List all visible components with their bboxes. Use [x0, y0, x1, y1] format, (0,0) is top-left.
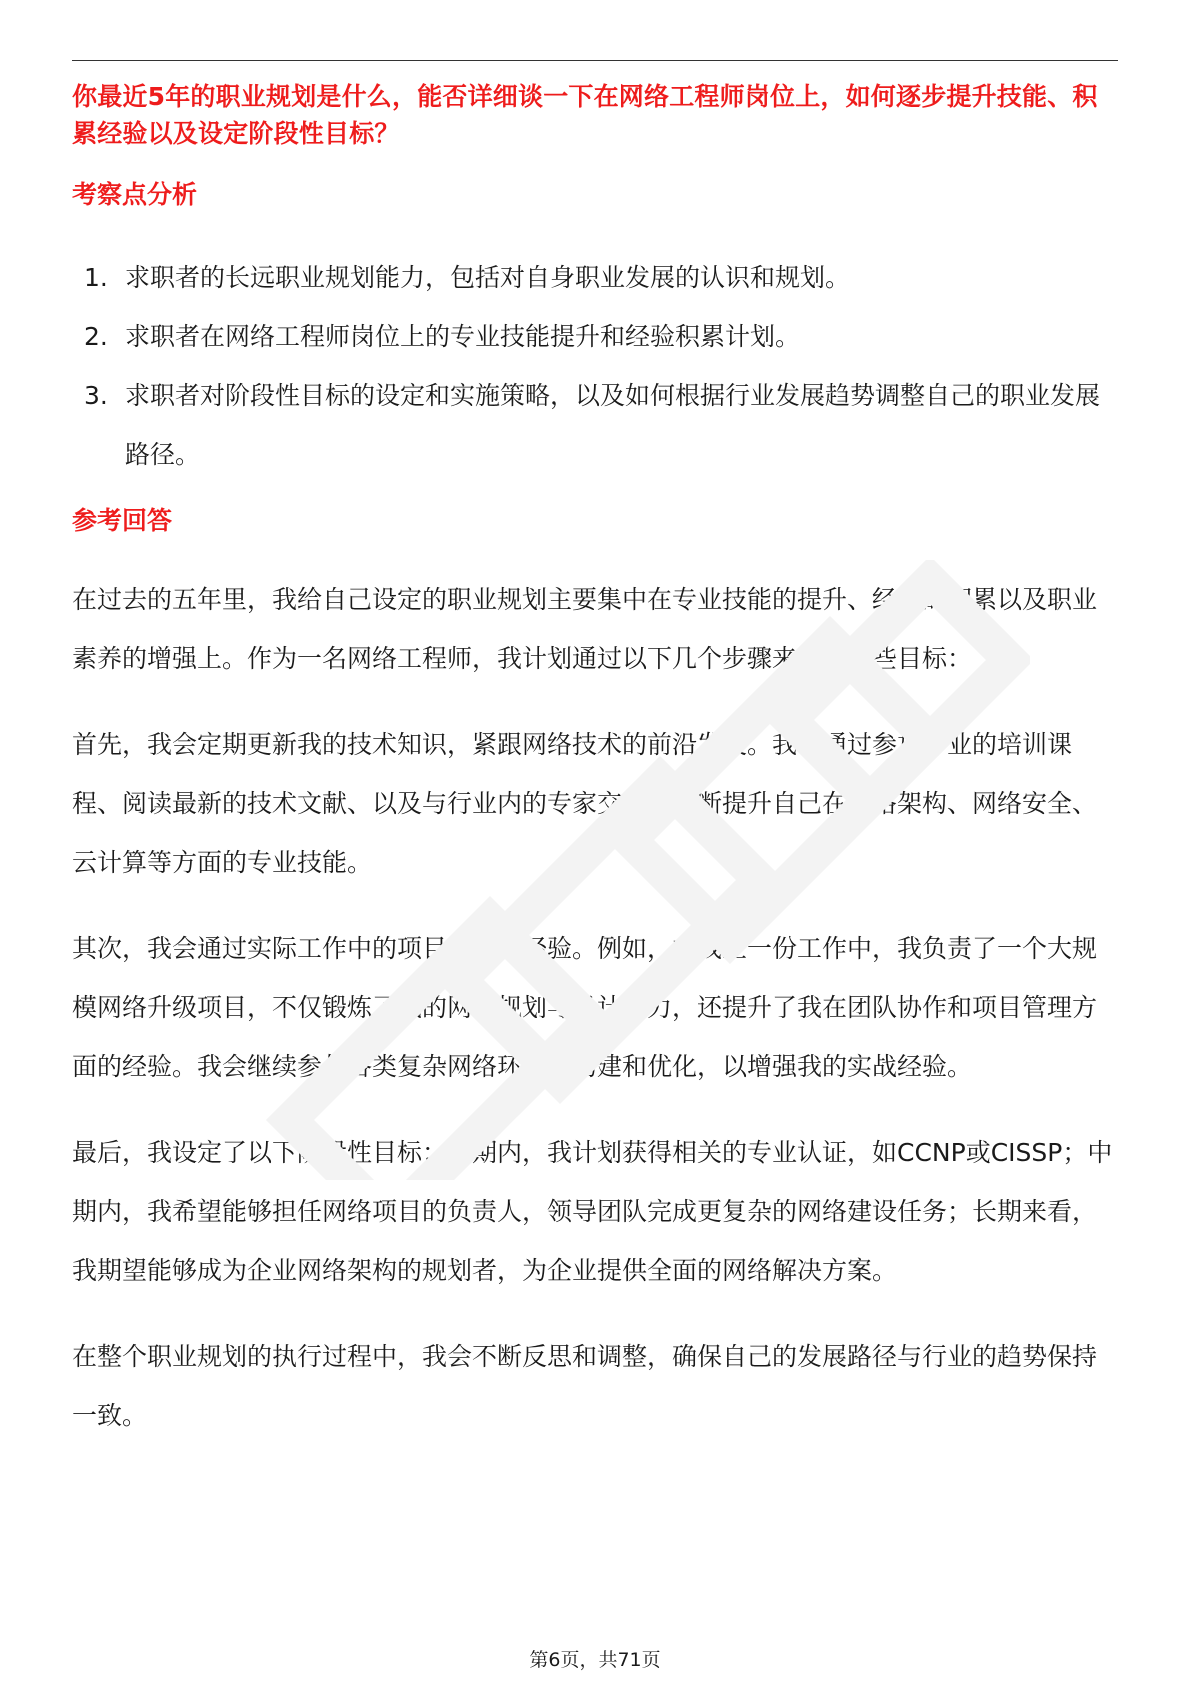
list-item: [72, 307, 1118, 366]
answer-heading: 参考回答: [72, 506, 173, 535]
list-item-text: 求职者的长远职业规划能力，包括对自身职业发展的认识和规划。: [125, 263, 851, 292]
list-item: [72, 248, 1118, 307]
page-number: 第6页，共71页: [529, 1649, 661, 1671]
list-item-number: 2.: [84, 322, 108, 351]
list-item-number: 3.: [84, 381, 108, 410]
question-heading: 你最近5年的职业规划是什么，能否详细谈一下在网络工程师岗位上，如何逐步提升技能、积累经验以及设定阶段性目标？: [72, 82, 1098, 148]
answer-body: [72, 570, 1118, 1472]
top-divider: [72, 60, 1118, 61]
document-page: [72, 0, 1118, 1684]
answer-paragraph: 最后，我设定了以下阶段性目标：短期内，我计划获得相关的专业认证，如CCNP或CISSP；中期内，我希望能够担任网络项目的负责人，领导团队完成更复杂的网络建设任务；长期来看，我期望能够成为企业网络架构的规划者，为企业提供全面的网络解决方案。: [72, 1138, 1113, 1285]
answer-paragraph: 在过去的五年里，我给自己设定的职业规划主要集中在专业技能的提升、经验的积累以及职业素养的增强上。作为一名网络工程师，我计划通过以下几个步骤来实现这些目标：: [72, 585, 1098, 673]
list-item-text: 求职者对阶段性目标的设定和实施策略，以及如何根据行业发展趋势调整自己的职业发展路径。: [125, 381, 1101, 469]
analysis-heading: 考察点分析: [72, 180, 198, 209]
answer-paragraph: 首先，我会定期更新我的技术知识，紧跟网络技术的前沿发展。我会通过参加专业的培训课程、阅读最新的技术文献、以及与行业内的专家交流，不断提升自己在网络架构、网络安全、云计算等方面的专业技能。: [72, 730, 1098, 877]
list-item-number: 1.: [84, 263, 108, 292]
list-item: [72, 366, 1118, 484]
list-item-text: 求职者在网络工程师岗位上的专业技能提升和经验积累计划。: [125, 322, 801, 351]
analysis-list: [72, 248, 1118, 484]
answer-paragraph: 在整个职业规划的执行过程中，我会不断反思和调整，确保自己的发展路径与行业的趋势保持一致。: [72, 1342, 1098, 1430]
answer-paragraph: 其次，我会通过实际工作中的项目来积累经验。例如，在我上一份工作中，我负责了一个大规模网络升级项目，不仅锻炼了我的网络规划与设计能力，还提升了我在团队协作和项目管理方面的经验。我会继续参与各类复杂网络环境的构建和优化，以增强我的实战经验。: [72, 934, 1098, 1081]
